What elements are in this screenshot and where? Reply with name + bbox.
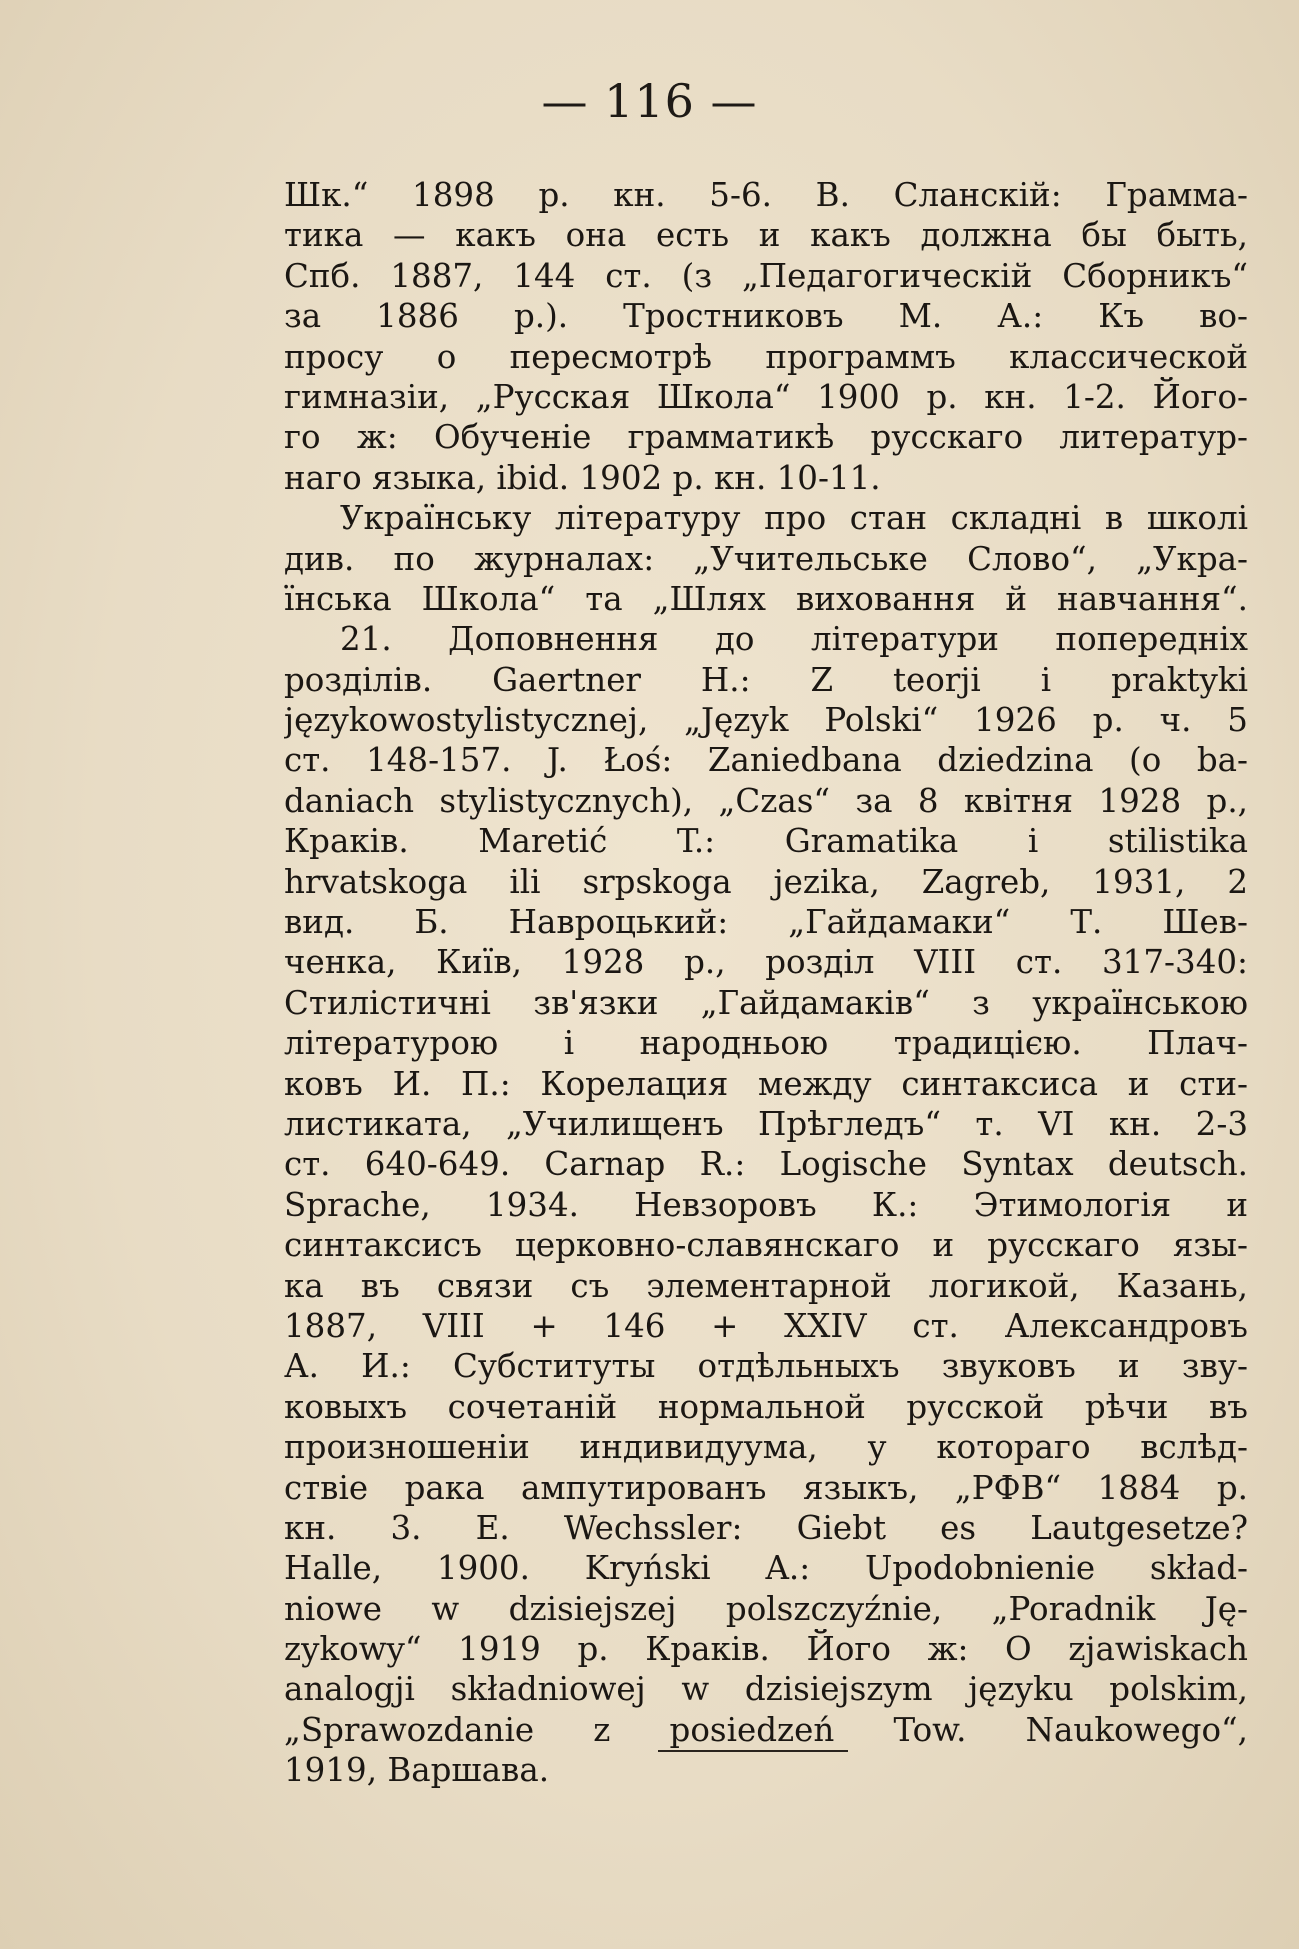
text-line: ст. 148-157. J. Łoś: Zaniedbana dziedzina (o ba- — [284, 741, 1248, 780]
text-line: за 1886 р.). Тростниковъ М. А.: Къ во- — [284, 297, 1248, 336]
text-line: наго языка, ibid. 1902 р. кн. 10-11. — [284, 458, 881, 497]
text-line: произношеніи индивидуума, у котораго вслѣд- — [284, 1428, 1248, 1467]
text-line: językowostylistycznej, „Język Polski“ 1926 р. ч. 5 — [284, 701, 1248, 740]
text-line: кн. 3. E. Wechssler: Giebt es Lautgesetze? — [284, 1508, 1248, 1547]
text-line: Краків. Maretić T.: Gramatika i stilistika — [284, 822, 1248, 861]
page-number: — 116 — — [541, 74, 758, 128]
end-rule — [658, 1750, 848, 1752]
text-line: ка въ связи съ элементарной логикой, Казань, — [284, 1266, 1248, 1305]
text-line: 1887, VIII + 146 + XXIV ст. Александровъ — [284, 1306, 1248, 1345]
text-line: А. И.: Субституты отдѣльныхъ звуковъ и зву- — [284, 1347, 1248, 1386]
text-line: „Sprawozdanie z posiedzeń Tow. Naukowego“, — [284, 1710, 1248, 1749]
bibliography-text — [284, 175, 1248, 1791]
text-line: Шк.“ 1898 р. кн. 5-6. В. Сланскій: Грамма- — [284, 176, 1248, 214]
section-heading-line: 21. Доповнення до літератури попередніх — [340, 620, 1248, 659]
text-line: розділів. Gaertner H.: Z teorji i praktyki — [284, 660, 1248, 699]
text-line: daniach stylistycznych), „Czas“ за 8 квітня 1928 р., — [284, 781, 1248, 820]
text-line: літературою і народньою традицією. Плач- — [284, 1024, 1248, 1063]
text-line: див. по журналах: „Учительське Слово“, „Укра- — [284, 539, 1248, 578]
text-line: ствіе рака ампутированъ языкъ, „РФВ“ 1884 р. — [284, 1468, 1248, 1507]
text-line: го ж: Обученіе грамматикѣ русскаго литератур- — [284, 418, 1248, 457]
text-line: ковыхъ сочетаній нормальной русской рѣчи въ — [284, 1387, 1248, 1426]
text-line: niowe w dzisiejszej polszczyźnie, „Poradnik Ję- — [284, 1589, 1248, 1628]
text-line: ченка, Київ, 1928 р., розділ VIII ст. 317-340: — [284, 943, 1248, 982]
text-line: тика — какъ она есть и какъ должна бы быть, — [284, 216, 1248, 255]
text-line: zykowy“ 1919 р. Краків. Його ж: O zjawiskach — [284, 1630, 1248, 1669]
text-line: Halle, 1900. Kryński A.: Upodobnienie skład- — [284, 1549, 1248, 1588]
text-line: листиката, „Училищенъ Прѣгледъ“ т. VI кн. 2-3 — [284, 1104, 1248, 1143]
text-line: ковъ И. П.: Корелация между синтаксиса и сти- — [284, 1064, 1248, 1103]
text-line: Стилістичні зв'язки „Гайдамаків“ з українською — [284, 983, 1248, 1022]
text-line: hrvatskoga ili srpskoga jezika, Zagreb, 1931, 2 — [284, 862, 1248, 901]
text-line: ст. 640-649. Carnap R.: Logische Syntax deutsch. — [284, 1145, 1248, 1184]
text-line: гимназіи, „Русская Школа“ 1900 р. кн. 1-2. Його- — [284, 377, 1248, 416]
text-line: вид. Б. Навроцький: „Гайдамаки“ Т. Шев- — [284, 903, 1248, 942]
text-line: analogji składniowej w dzisiejszym języku polskim, — [284, 1670, 1248, 1709]
paragraph-start-line: Українську літературу про стан складні в школі — [340, 499, 1248, 538]
text-line: Спб. 1887, 144 ст. (з „Педагогическій Сборникъ“ — [284, 256, 1248, 295]
text-line: синтаксисъ церковно-славянскаго и русскаго язы- — [284, 1226, 1248, 1265]
text-line: просу о пересмотрѣ программъ классической — [284, 337, 1248, 376]
text-line: їнська Школа“ та „Шлях виховання й навчання“. — [284, 579, 1248, 618]
text-line: 1919, Варшава. — [284, 1751, 550, 1790]
text-line: Sprache, 1934. Невзоровъ К.: Этимологія и — [284, 1185, 1248, 1224]
